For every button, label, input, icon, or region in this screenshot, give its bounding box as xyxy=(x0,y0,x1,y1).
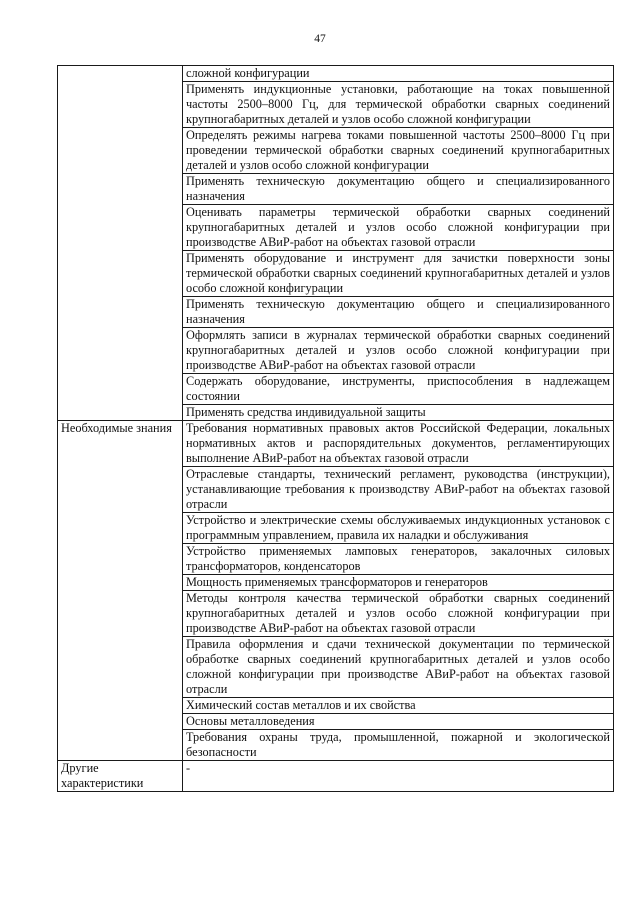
table-cell: Требования охраны труда, промышленной, пожарной и экологической безопасности xyxy=(183,730,614,761)
table-cell: Методы контроля качества термической обработки сварных соединений крупногабаритных деталей и узлов особо сложной конфигурации при производстве АВиР-работ на объектах газовой отрасли xyxy=(183,591,614,637)
table-cell: Применять техническую документацию общего и специализированного назначения xyxy=(183,297,614,328)
row-label-skills-continued xyxy=(58,66,183,421)
table-cell: Применять индукционные установки, работающие на токах повышенной частоты 2500–8000 Гц, для термической обработки сварных соединений крупногабаритных деталей и узлов особо сложной конфигурации xyxy=(183,82,614,128)
row-label-required-knowledge: Необходимые знания xyxy=(58,421,183,761)
table-cell: Применять средства индивидуальной защиты xyxy=(183,405,614,421)
table-cell: сложной конфигурации xyxy=(183,66,614,82)
table-row xyxy=(58,66,614,82)
page-number: 47 xyxy=(314,33,326,45)
table-row xyxy=(58,761,614,792)
table-cell: Применять оборудование и инструмент для зачистки поверхности зоны термической обработки сварных соединений крупногабаритных деталей и узлов особо сложной конфигурации xyxy=(183,251,614,297)
characteristics-table xyxy=(57,65,614,792)
table-cell: Основы металловедения xyxy=(183,714,614,730)
table-cell: Отраслевые стандарты, технический регламент, руководства (инструкции), устанавливающие требования к производству АВиР-работ на объектах газовой отрасли xyxy=(183,467,614,513)
table-cell: Правила оформления и сдачи технической документации по термической обработке сварных соединений крупногабаритных деталей и узлов особо сложной конфигурации при производстве АВиР-работ на объектах газовой отрасли xyxy=(183,637,614,698)
table-cell: Оценивать параметры термической обработки сварных соединений крупногабаритных деталей и узлов особо сложной конфигурации при производстве АВиР-работ на объектах газовой отрасли xyxy=(183,205,614,251)
table-cell: Мощность применяемых трансформаторов и генераторов xyxy=(183,575,614,591)
table-cell: Требования нормативных правовых актов Российской Федерации, локальных нормативных актов и распорядительных документов, регламентирующих выполнение АВиР-работ на объектах газовой отрасли xyxy=(183,421,614,467)
row-label-other-characteristics: Другие характеристики xyxy=(58,761,183,792)
table-cell: Применять техническую документацию общего и специализированного назначения xyxy=(183,174,614,205)
table-cell: - xyxy=(183,761,614,792)
table-cell: Содержать оборудование, инструменты, приспособления в надлежащем состоянии xyxy=(183,374,614,405)
table-cell: Химический состав металлов и их свойства xyxy=(183,698,614,714)
table-row xyxy=(58,421,614,467)
table-cell: Оформлять записи в журналах термической обработки сварных соединений крупногабаритных деталей и узлов особо сложной конфигурации при производстве АВиР-работ на объектах газовой отрасли xyxy=(183,328,614,374)
table-cell: Устройство и электрические схемы обслуживаемых индукционных установок с программным управлением, правила их наладки и обслуживания xyxy=(183,513,614,544)
table-cell: Устройство применяемых ламповых генераторов, закалочных силовых трансформаторов, конденсаторов xyxy=(183,544,614,575)
table-cell: Определять режимы нагрева токами повышенной частоты 2500–8000 Гц при проведении термической обработки сварных соединений крупногабаритных деталей и узлов особо сложной конфигурации xyxy=(183,128,614,174)
